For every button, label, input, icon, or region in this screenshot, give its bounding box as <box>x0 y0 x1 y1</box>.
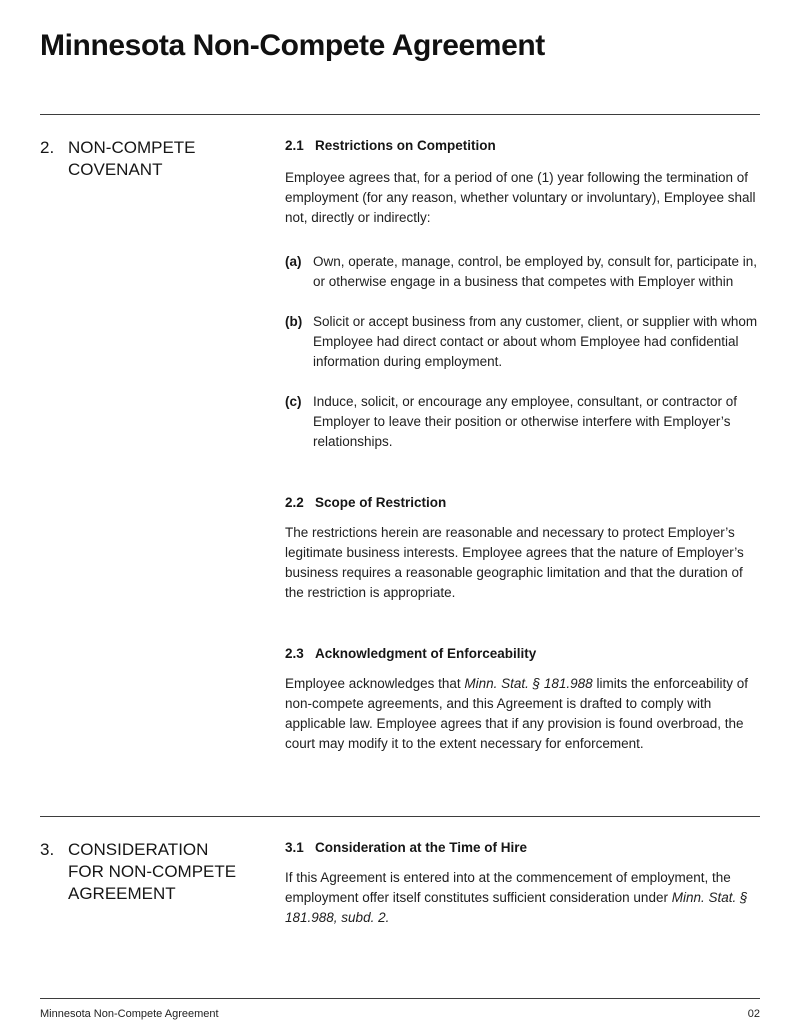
section-number: 2. <box>40 138 55 157</box>
clause-item <box>285 252 760 292</box>
section-content <box>285 839 760 928</box>
subsection-title-text: Restrictions on Competition <box>315 138 496 153</box>
section-heading: CONSIDERATION FOR NON-COMPETE AGREEMENT <box>68 840 237 903</box>
clause-item <box>285 312 760 372</box>
clause-marker: (c) <box>285 394 302 409</box>
paragraph <box>285 868 760 928</box>
text-run: If this Agreement is entered into at the commencement of employment, the employment offer itself constitutes sufficient consideration under <box>285 870 731 905</box>
subsection-title <box>285 494 760 511</box>
clause-text: Induce, solicit, or encourage any employee, consultant, or contractor of Employer to leave their position or otherwise interfere with Employer’s relationships. <box>313 394 737 449</box>
subsection-number: 3.1 <box>285 840 304 855</box>
paragraph: The restrictions herein are reasonable and necessary to protect Employer’s legitimate business interests. Employee agrees that the nature of Employer’s business requires a reasonable geographic limitation and that the duration of the restriction is appropriate. <box>285 525 744 600</box>
subsection-title <box>285 137 760 154</box>
subsection-title-text: Acknowledgment of Enforceability <box>315 646 537 661</box>
page-number: 02 <box>747 1008 760 1020</box>
clause-list <box>285 252 760 452</box>
paragraph: Employee agrees that, for a period of one (1) year following the termination of employment (for any reason, whether voluntary or involuntary), Employee shall not, directly or indirectly: <box>285 170 756 225</box>
paragraph <box>285 674 760 754</box>
section-non-compete-covenant <box>40 137 760 754</box>
section-heading: NON-COMPETE COVENANT <box>68 138 196 179</box>
document-title: Minnesota Non-Compete Agreement <box>40 29 545 62</box>
subsection-2-3 <box>285 645 760 754</box>
subsection-2-2 <box>285 494 760 603</box>
clause-text: Own, operate, manage, control, be employed by, consult for, participate in, or otherwise engage in a business that competes with Employer within <box>313 254 757 289</box>
subsection-3-1 <box>285 839 760 928</box>
section-number: 3. <box>40 840 55 859</box>
subsection-title-text: Scope of Restriction <box>315 495 447 510</box>
subsection-title <box>285 645 760 662</box>
section-label <box>40 839 285 928</box>
section-label <box>40 137 285 754</box>
subsection-number: 2.1 <box>285 138 304 153</box>
clause-item <box>285 392 760 452</box>
section-content <box>285 137 760 754</box>
clause-marker: (a) <box>285 254 302 269</box>
subsection-title <box>285 839 760 856</box>
text-run: Employee acknowledges that <box>285 676 465 691</box>
statute-citation: Minn. Stat. § 181.988, subd. 2. <box>285 890 748 925</box>
subsection-2-1 <box>285 137 760 452</box>
page-footer <box>40 998 760 1021</box>
footer-document-title: Minnesota Non-Compete Agreement <box>40 1008 219 1020</box>
top-divider <box>40 114 760 115</box>
section-divider <box>40 816 760 817</box>
clause-marker: (b) <box>285 314 303 329</box>
subsection-number: 2.3 <box>285 646 304 661</box>
statute-citation: Minn. Stat. § 181.988 <box>464 676 593 691</box>
subsection-number: 2.2 <box>285 495 304 510</box>
section-consideration <box>40 839 760 928</box>
clause-text: Solicit or accept business from any customer, client, or supplier with whom Employee had direct contact or about whom Employee had confidential information during employment. <box>313 314 758 369</box>
text-run: limits the enforceability of non-compete agreements, and this Agreement is drafted to comply with applicable law. Employee agrees that if any provision is found overbroad, the court may modify it to the extent necessary for enforcement. <box>285 676 749 751</box>
subsection-title-text: Consideration at the Time of Hire <box>315 840 528 855</box>
